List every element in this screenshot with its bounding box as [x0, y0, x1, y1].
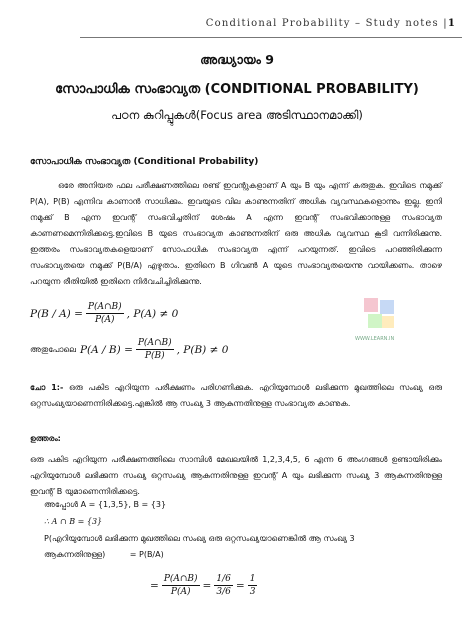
answer-prob-line1: P(എറിയുമ്പോൾ ലഭിക്കുന്ന മുഖത്തിലെ സംഖ്യ ഒരു ഒറ്റസംഖ്യയാണെങ്കിൽ ആ സംഖ്യ 3 [44, 534, 355, 543]
formula1-numerator: P(A∩B) [87, 302, 122, 312]
calc-result-denominator: 3 [249, 587, 256, 597]
answer-prob-eq: = P(B/A) [129, 550, 164, 559]
formula1-fraction [86, 302, 124, 325]
question-text: ഒരു പകിട എറിയുന്ന പരീക്ഷണം പരിഗണിക്കുക. എറിയുമ്പോൾ ലഭിക്കുന്ന മുഖത്തിലെ സംഖ്യ ഒരു ഒറ്റസംഖ്യയാണെന്നിരിക്കട്ടെ.എങ്കിൽ ആ സംഖ്യ 3 ആകുന്നതിനുള്ള സംഭാവ്യത കാണുക. [30, 383, 443, 408]
calc-values-denominator: 3/6 [216, 587, 231, 597]
calc-eq1: = [150, 579, 159, 592]
answer-prob-line2-text: ആകുന്നതിനുള്ള) [44, 550, 106, 559]
formula1-denominator: P(A) [94, 315, 115, 325]
calc-main-numerator: P(A∩B) [163, 574, 198, 584]
header-rule [80, 37, 462, 38]
calc-eq3: = [235, 579, 245, 592]
calc-d-den: 6 [225, 587, 231, 597]
intro-paragraph: ഒരേ അനിയത ഫല പരീക്ഷണത്തിലെ രണ്ട് ഇവന്റുകളാണ് A യും B യും എന്ന് കരുതുക. ഇവിടെ നമുക്ക് P(A), P(B) എന്നിവ കാണാൻ സാധിക്കും. ഇവയുടെ വില കാണുന്നതിന് അധിക വ്യവസ്ഥകളൊന്നും ഇല്ല. ഇനി നമുക്ക് B എന്ന ഇവന്റ് സംഭവിച്ചതിന് ശേഷം A എന്ന ഇവന്റ് സംഭവിക്കാനുള്ള സംഭാവ്യത കാണണമെന്നിരിക്കട്ടെ.ഇവിടെ B യുടെ സംഭാവ്യത കാണുന്നതിന് ഒരു അധിക വ്യവസ്ഥ കൂടി വന്നിരിക്കുന്നു. ഇത്തരം സംഭാവ്യതകളെയാണ് സോപാധിക സംഭാവ്യത എന്ന് പറയുന്നത്. ഇവിടെ പറഞ്ഞിരിക്കുന്ന സംഭാവ്യതയെ നമുക്ക് P(B/A) എഴുതാം. ഇതിനെ B ഗിവൺ A യുടെ സംഭാവ്യതയെന്നു വായിക്കണം. താഴെ പറയുന്ന രീതിയിൽ ഇതിനെ നിർവചിച്ചിരിക്കുന്നു. [30, 181, 442, 286]
calc-fraction-result [248, 574, 258, 597]
formula2-lhs: P(A / B) = [79, 343, 133, 356]
formula2-numerator: P(A∩B) [137, 338, 172, 348]
calc-d-num: 3 [216, 587, 223, 597]
question-label: ചോ 1:- [30, 383, 64, 392]
running-title: Conditional Probability – Study notes | [205, 18, 448, 29]
formula-conditional-a-given-b [30, 338, 228, 361]
formula2-fraction [136, 338, 174, 361]
section-heading: സോപാധിക സംഭാവ്യത (Conditional Probability) [30, 157, 259, 167]
calc-n-num: 1 [216, 574, 223, 584]
question-block [30, 380, 442, 412]
page-subtitle: പഠന കുറിപ്പുകൾ(Focus area അടിസ്ഥാനമാക്കി) [111, 108, 363, 122]
calc-fraction-main [162, 574, 200, 597]
answer-sets: അപ്പോൾ A = {1,3,5}, B = {3} [44, 500, 167, 509]
running-header [206, 18, 456, 29]
answer-calculation [150, 574, 260, 597]
calc-values-numerator: 1/6 [216, 574, 231, 584]
calc-eq2: = [202, 579, 212, 592]
page-title: സോപാധിക സംഭാവ്യത (CONDITIONAL PROBABILITY) [55, 82, 419, 97]
watermark-text: WWW.LEARN.IN [355, 336, 395, 342]
page-number: 1 [447, 18, 456, 29]
answer-prob-line2 [44, 550, 164, 560]
formula-conditional-b-given-a [30, 302, 178, 325]
formula2-condition: , P(B) ≠ 0 [176, 343, 229, 356]
calc-fraction-values [214, 574, 233, 597]
answer-label: ഉത്തരം: [30, 434, 61, 443]
formula1-condition: , P(A) ≠ 0 [126, 307, 179, 320]
formula2-denominator: P(B) [144, 351, 165, 361]
chapter-heading: അദ്ധ്യായം 9 [200, 52, 274, 67]
formula2-lead: അതുപോലെ [30, 344, 76, 354]
calc-n-den: 6 [225, 574, 231, 584]
answer-paragraph: ഒരു പകിട എറിയുന്ന പരീക്ഷണത്തിലെ സാമ്പിൾ മേഖലയിൽ 1,2,3,4,5, 6 എന്ന 6 അംഗങ്ങൾ ഉണ്ടായിരിക്കും എറിയുമ്പോൾ ലഭിക്കുന്ന സംഖ്യ ഒറ്റസംഖ്യ ആകുന്നതിനുള്ള ഇവന്റ് A യും ലഭിക്കുന്ന സംഖ്യ 3 ആകുന്നതിനുള്ള ഇവന്റ് B യുമാണെന്നിരിക്കട്ടെ. [30, 455, 442, 496]
calc-main-denominator: P(A) [170, 587, 191, 597]
answer-intersection: ∴ A ∩ B = {3} [44, 517, 103, 526]
watermark-logo [360, 294, 400, 334]
calc-result-numerator: 1 [249, 574, 256, 584]
formula1-lhs: P(B / A) = [30, 307, 83, 320]
